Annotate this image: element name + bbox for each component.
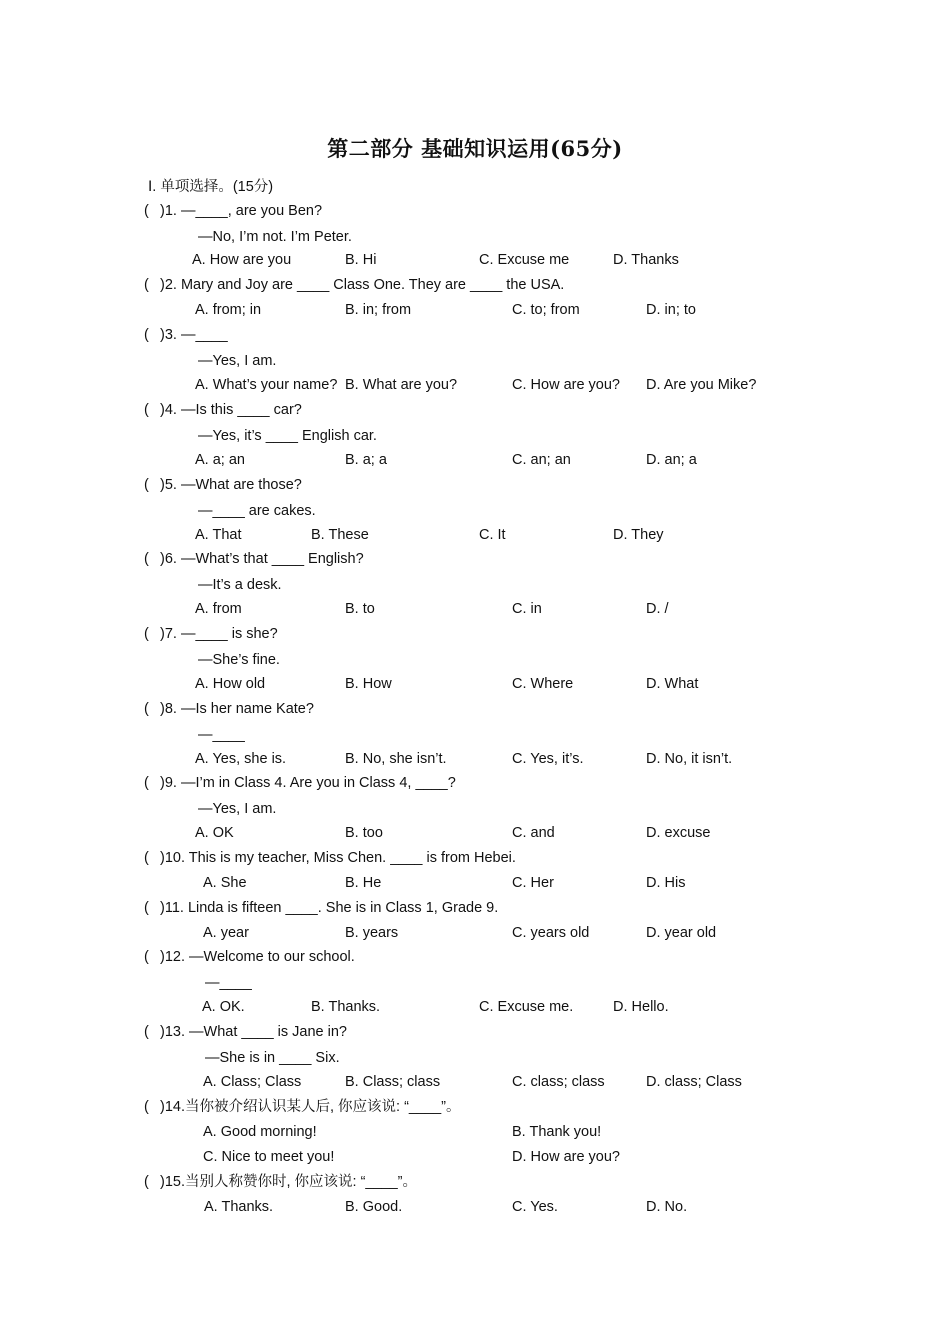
answer-option[interactable]: A. OK xyxy=(195,825,234,841)
answer-option[interactable]: D. excuse xyxy=(646,825,711,841)
question-stem: )2. Mary and Joy are ____ Class One. They are ____ the USA. xyxy=(160,277,565,293)
answer-option[interactable]: C. Excuse me. xyxy=(479,999,574,1015)
answer-option[interactable]: B. Good. xyxy=(345,1199,403,1215)
question-stem: )5. —What are those? xyxy=(160,477,302,493)
answer-blank-paren: ( xyxy=(144,850,149,866)
answer-option[interactable]: B. He xyxy=(345,875,382,891)
answer-option[interactable]: A. She xyxy=(203,875,247,891)
question-stem: )3. —____ xyxy=(160,327,228,343)
dialogue-response: —____ are cakes. xyxy=(198,503,316,519)
answer-option[interactable]: D. How are you? xyxy=(512,1149,620,1165)
answer-option[interactable]: C. an; an xyxy=(512,452,571,468)
answer-option[interactable]: B. No, she isn’t. xyxy=(345,751,447,767)
answer-option[interactable]: B. a; a xyxy=(345,452,387,468)
question-stem: )6. —What’s that ____ English? xyxy=(160,551,364,567)
answer-option[interactable]: D. Hello. xyxy=(613,999,669,1015)
answer-option[interactable]: A. Class; Class xyxy=(203,1074,302,1090)
answer-option[interactable]: C. and xyxy=(512,825,555,841)
answer-option[interactable]: B. Thank you! xyxy=(512,1124,602,1140)
answer-blank-paren: ( xyxy=(144,203,149,219)
page-title: 第二部分 基础知识运用(65分) xyxy=(327,136,623,161)
answer-blank-paren: ( xyxy=(144,775,149,791)
answer-option[interactable]: A. Good morning! xyxy=(203,1124,317,1140)
dialogue-response: —____ xyxy=(198,727,245,743)
question-stem: )12. —Welcome to our school. xyxy=(160,949,355,965)
answer-blank-paren: ( xyxy=(144,1024,149,1040)
answer-option[interactable]: B. Thanks. xyxy=(311,999,381,1015)
question-stem: )4. —Is this ____ car? xyxy=(160,402,302,418)
answer-blank-paren: ( xyxy=(144,327,149,343)
answer-option[interactable]: D. Are you Mike? xyxy=(646,377,757,393)
answer-option[interactable]: C. Where xyxy=(512,676,574,692)
answer-option[interactable]: D. in; to xyxy=(646,302,696,318)
answer-option[interactable]: A. from xyxy=(195,601,242,617)
answer-option[interactable]: C. years old xyxy=(512,925,590,941)
answer-option[interactable]: A. That xyxy=(195,527,242,543)
dialogue-response: —____ xyxy=(205,975,252,991)
dialogue-response: —She’s fine. xyxy=(198,652,280,668)
question-stem: )9. —I’m in Class 4. Are you in Class 4, ____? xyxy=(160,775,456,791)
answer-blank-paren: ( xyxy=(144,626,149,642)
answer-option[interactable]: C. Nice to meet you! xyxy=(203,1149,335,1165)
answer-option[interactable]: C. Her xyxy=(512,875,554,891)
answer-option[interactable]: B. Hi xyxy=(345,252,377,268)
dialogue-response: —Yes, I am. xyxy=(198,353,277,369)
answer-option[interactable]: D. They xyxy=(613,527,664,543)
question-stem: )15.当别人称赞你时, 你应该说: “____”。 xyxy=(160,1174,418,1190)
answer-option[interactable]: C. to; from xyxy=(512,302,580,318)
dialogue-response: —She is in ____ Six. xyxy=(205,1050,340,1066)
answer-blank-paren: ( xyxy=(144,900,149,916)
answer-blank-paren: ( xyxy=(144,949,149,965)
answer-option[interactable]: A. Thanks. xyxy=(204,1199,274,1215)
answer-option[interactable]: D. class; Class xyxy=(646,1074,742,1090)
question-stem: )8. —Is her name Kate? xyxy=(160,701,314,717)
answer-option[interactable]: A. from; in xyxy=(195,302,262,318)
dialogue-response: —It’s a desk. xyxy=(198,577,282,593)
answer-blank-paren: ( xyxy=(144,1099,149,1115)
answer-option[interactable]: D. an; a xyxy=(646,452,697,468)
answer-option[interactable]: A. OK. xyxy=(202,999,245,1015)
answer-option[interactable]: A. How are you xyxy=(192,252,292,268)
question-stem: )14.当你被介绍认识某人后, 你应该说: “____”。 xyxy=(160,1099,461,1115)
section-heading: Ⅰ. 单项选择。(15分) xyxy=(148,179,274,195)
answer-option[interactable]: D. / xyxy=(646,601,669,617)
answer-option[interactable]: B. How xyxy=(345,676,392,692)
answer-option[interactable]: B. Class; class xyxy=(345,1074,441,1090)
answer-option[interactable]: A. year xyxy=(203,925,249,941)
dialogue-response: —No, I’m not. I’m Peter. xyxy=(198,229,352,245)
question-stem: )13. —What ____ is Jane in? xyxy=(160,1024,347,1040)
answer-option[interactable]: D. No, it isn’t. xyxy=(646,751,733,767)
answer-option[interactable]: C. Yes. xyxy=(512,1199,558,1215)
answer-blank-paren: ( xyxy=(144,701,149,717)
answer-option[interactable]: A. How old xyxy=(195,676,266,692)
answer-option[interactable]: C. in xyxy=(512,601,542,617)
answer-option[interactable]: A. What’s your name? xyxy=(195,377,338,393)
dialogue-response: —Yes, it’s ____ English car. xyxy=(198,428,377,444)
question-stem: )7. —____ is she? xyxy=(160,626,278,642)
answer-option[interactable]: C. How are you? xyxy=(512,377,620,393)
answer-option[interactable]: C. class; class xyxy=(512,1074,605,1090)
answer-option[interactable]: D. year old xyxy=(646,925,717,941)
answer-option[interactable]: B. to xyxy=(345,601,375,617)
answer-option[interactable]: D. Thanks xyxy=(613,252,679,268)
answer-blank-paren: ( xyxy=(144,402,149,418)
answer-option[interactable]: A. Yes, she is. xyxy=(195,751,287,767)
answer-option[interactable]: D. His xyxy=(646,875,686,891)
answer-option[interactable]: C. Excuse me xyxy=(479,252,570,268)
answer-blank-paren: ( xyxy=(144,551,149,567)
dialogue-response: —Yes, I am. xyxy=(198,801,277,817)
answer-blank-paren: ( xyxy=(144,477,149,493)
answer-option[interactable]: B. These xyxy=(311,527,369,543)
answer-blank-paren: ( xyxy=(144,277,149,293)
question-stem: )1. —____, are you Ben? xyxy=(160,203,323,219)
question-stem: )11. Linda is fifteen ____. She is in Class 1, Grade 9. xyxy=(160,900,499,916)
question-stem: )10. This is my teacher, Miss Chen. ____ is from Hebei. xyxy=(160,850,516,866)
answer-option[interactable]: D. What xyxy=(646,676,699,692)
answer-option[interactable]: B. in; from xyxy=(345,302,412,318)
answer-option[interactable]: A. a; an xyxy=(195,452,245,468)
answer-option[interactable]: C. Yes, it’s. xyxy=(512,751,584,767)
answer-option[interactable]: B. too xyxy=(345,825,383,841)
answer-option[interactable]: B. years xyxy=(345,925,399,941)
answer-blank-paren: ( xyxy=(144,1174,149,1190)
answer-option[interactable]: C. It xyxy=(479,527,506,543)
answer-option[interactable]: B. What are you? xyxy=(345,377,458,393)
answer-option[interactable]: D. No. xyxy=(646,1199,688,1215)
